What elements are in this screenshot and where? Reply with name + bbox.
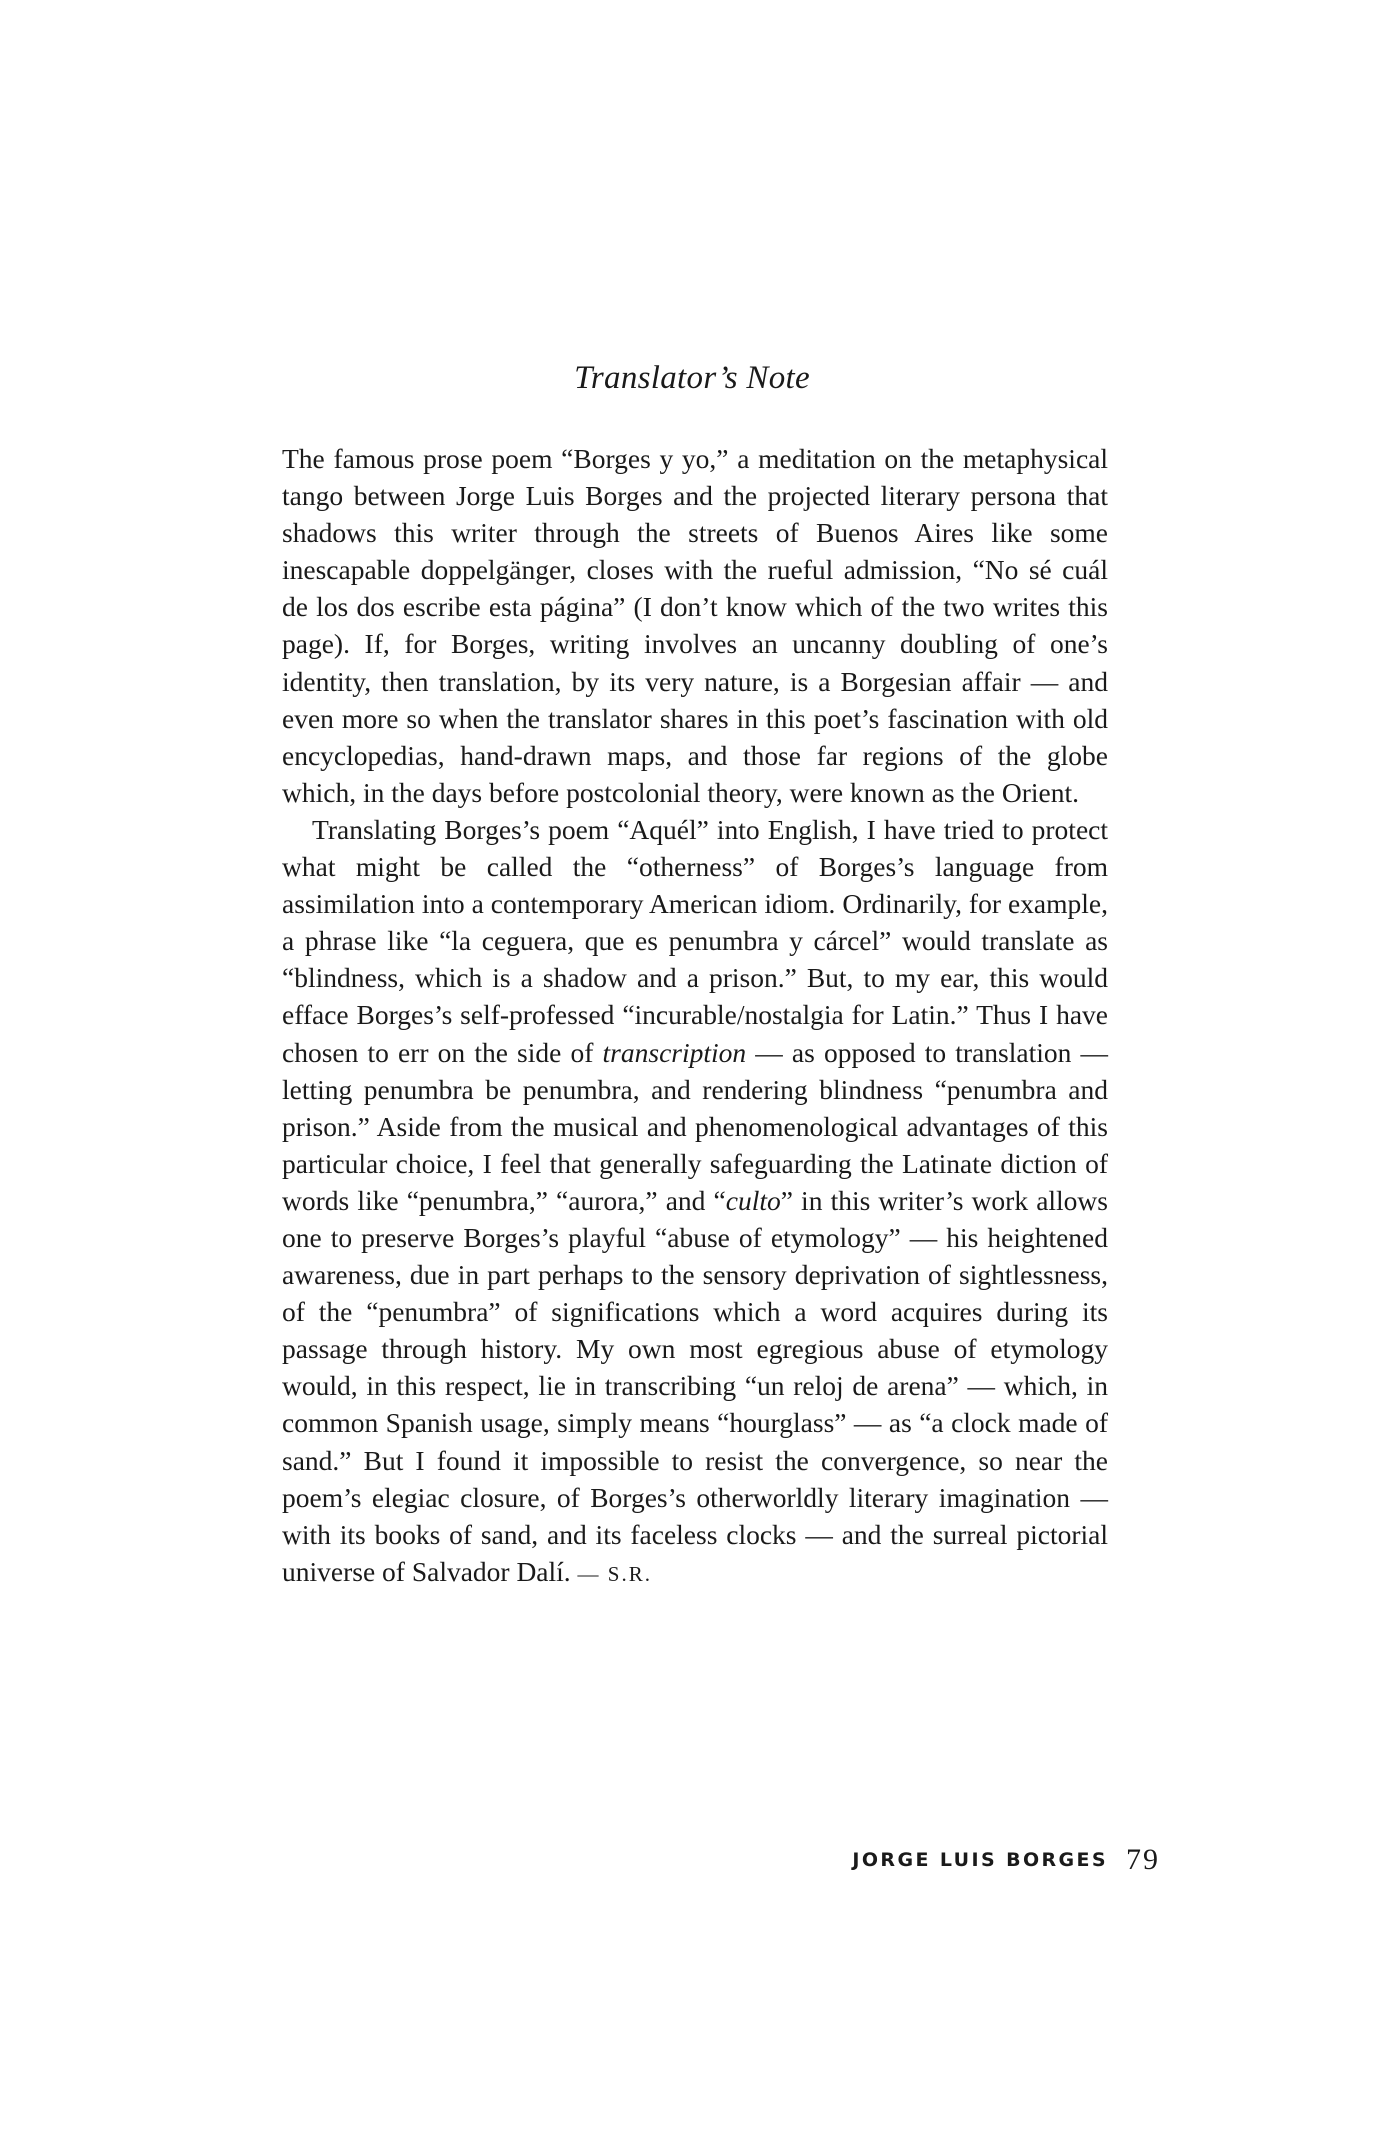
page-title: Translator’s Note <box>574 360 810 396</box>
running-title: JORGE LUIS BORGES <box>852 1849 1108 1871</box>
translator-signature: — S.R. <box>577 1561 652 1586</box>
body-text <box>282 440 1108 1593</box>
page-footer <box>820 1843 1160 1877</box>
paragraph-2-text-b: — as opposed to translation — letting penumbra be penumbra, and rendering blindness “penumbra and prison.” Aside from the musical and phenomenological advantages of this particular choice, I feel that generally safeguarding the Latinate diction of words like “penumbra,” “aurora,” and “ <box>282 1036 1109 1216</box>
paragraph-2-text-a: Translating Borges’s poem “Aquél” into English, I have tried to protect what might be called the “otherness” of Borges’s language from assimilation into a contemporary American idiom. Ordinarily, for example, a phrase like “la ceguera, que es penumbra y cárcel” would translate as “blindness, which is a shadow and a prison.” But, to my ear, this would efface Borges’s self-professed “incurable/nostalgia for Latin.” Thus I have chosen to err on the side of <box>282 813 1108 1068</box>
paragraph-1: The famous prose poem “Borges y yo,” a meditation on the metaphysical tango between Jorge Luis Borges and the projected literary persona that shadows this writer through the streets of Buenos Aires like some inescapable doppelgänger, closes with the rueful admission, “No sé cuál de los dos escribe esta página” (I don’t know which of the two writes this page). If, for Borges, writing involves an uncanny doubling of one’s identity, then translation, by its very nature, is a Borgesian affair — and even more so when the translator shares in this poet’s fascination with old encyclopedias, hand-drawn maps, and those far regions of the globe which, in the days before postcolonial theory, were known as the Orient. <box>282 443 1108 808</box>
italic-term-transcription: transcription <box>602 1036 747 1068</box>
italic-term-culto: culto <box>725 1184 781 1216</box>
paragraph-2-text-c: ” in this writer’s work allows one to preserve Borges’s playful “abuse of etymology” — his heightened awareness, due in part perhaps to the sensory deprivation of sightlessness, of the “penumbra” of significations which a word acquires during its passage through history. My own most egregious abuse of etymology would, in this respect, lie in transcribing “un reloj de arena” — which, in common Spanish usage, simply means “hourglass” — as “a clock made of sand.” But I found it impossible to resist the convergence, so near the poem’s elegiac closure, of Borges’s otherworldly literary imagination — with its books of sand, and its faceless clocks — and the surreal pictorial universe of Salvador Dalí. <box>282 1184 1108 1587</box>
page-number: 79 <box>1126 1843 1160 1876</box>
paragraph-2 <box>282 811 1108 1593</box>
